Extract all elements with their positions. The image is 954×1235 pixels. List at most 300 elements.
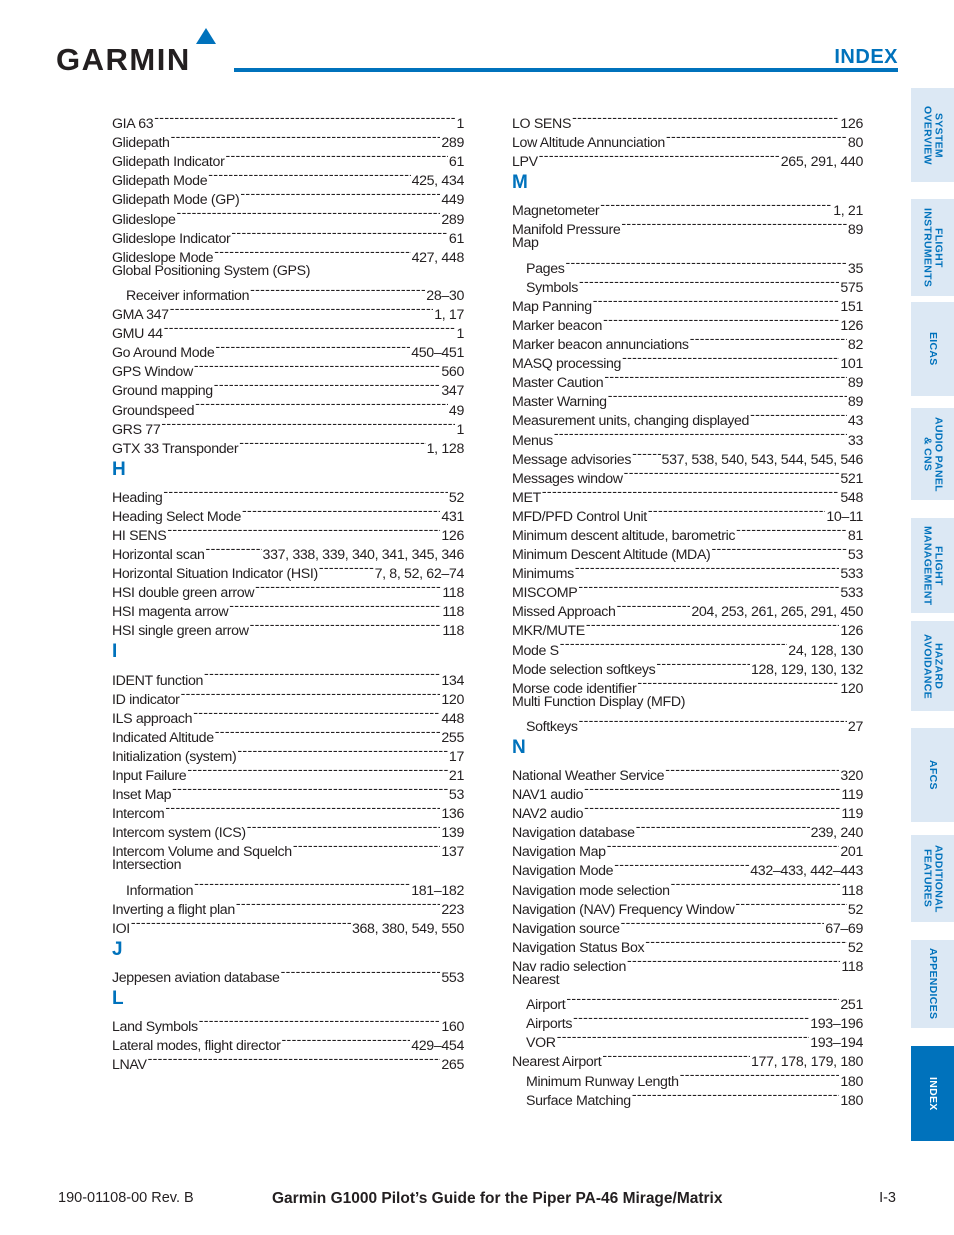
index-pages: 160	[441, 1018, 464, 1035]
index-pages: 7, 8, 52, 62–74	[374, 566, 464, 583]
index-term: Global Positioning System (GPS)	[112, 262, 311, 279]
index-entry	[512, 147, 863, 171]
index-pages: 533	[840, 585, 863, 602]
dot-leader	[603, 311, 839, 330]
index-term: Navigation Mode	[512, 863, 614, 880]
dot-leader	[204, 665, 440, 684]
index-entry	[512, 425, 863, 449]
index-term: Messages window	[512, 470, 623, 487]
dot-leader	[632, 1086, 840, 1105]
dot-leader	[206, 540, 262, 559]
dot-leader	[229, 597, 441, 616]
index-term: Manifold Pressure	[512, 222, 621, 239]
dot-leader	[617, 597, 691, 616]
index-entry	[112, 128, 464, 152]
index-term: Airport	[526, 997, 566, 1014]
index-term: Airports	[526, 1016, 573, 1033]
index-term: Heading	[112, 489, 163, 506]
dot-leader	[237, 742, 448, 761]
index-term: Groundspeed	[112, 402, 195, 419]
index-pages: 180	[840, 1073, 863, 1090]
index-entry	[112, 502, 464, 525]
dot-leader	[208, 166, 410, 185]
index-term: Master Warning	[512, 394, 607, 411]
dot-leader	[586, 616, 840, 635]
index-entry	[112, 483, 464, 506]
index-entry	[512, 635, 863, 659]
index-term: Receiver information	[126, 287, 250, 304]
dot-leader	[656, 655, 750, 674]
index-term: Marker beacon annunciations	[512, 337, 689, 354]
index-term: National Weather Service	[512, 768, 665, 784]
dot-leader	[240, 185, 440, 204]
dot-leader	[572, 109, 839, 128]
dot-leader	[554, 425, 847, 444]
index-term: Mode S	[512, 642, 559, 659]
dot-leader	[645, 933, 847, 952]
index-pages: 52	[847, 901, 863, 918]
section-letter: L	[112, 987, 124, 1009]
dot-leader	[636, 818, 810, 837]
dot-leader	[236, 895, 441, 914]
dot-leader	[584, 799, 840, 818]
index-pages: 151	[840, 298, 863, 315]
index-entry	[512, 761, 863, 784]
index-entry	[512, 445, 863, 468]
index-term: Intercom	[112, 806, 165, 823]
dot-leader	[148, 1050, 441, 1069]
index-term: GIA 63	[112, 116, 154, 133]
dot-leader	[579, 273, 839, 292]
index-entry	[112, 109, 464, 133]
dot-leader	[231, 224, 448, 243]
index-pages: 201	[840, 844, 863, 861]
index-subentry	[512, 273, 863, 296]
index-term: Go Around Mode	[112, 345, 215, 362]
index-term: Horizontal scan	[112, 547, 205, 564]
index-term: Minimum descent altitude, barometric	[512, 527, 736, 544]
index-term: MASQ processing	[512, 356, 622, 373]
index-term: Low Altitude Annunciation	[512, 135, 665, 152]
section-tab-label: HAZARD AVOIDANCE	[921, 633, 945, 699]
dot-leader	[622, 349, 839, 368]
dot-leader	[579, 712, 847, 731]
index-pages: 89	[847, 394, 863, 411]
index-pages: 53	[448, 787, 464, 804]
section-tab[interactable]	[911, 940, 954, 1028]
index-entry	[112, 799, 464, 823]
index-pages: 120	[441, 691, 464, 708]
index-pages: 67–69	[825, 920, 863, 937]
index-term: GRS 77	[112, 421, 161, 438]
section-letter: H	[112, 458, 126, 480]
index-pages: 450–451	[411, 345, 464, 362]
index-pages: 89	[847, 375, 863, 392]
dot-leader	[666, 128, 847, 147]
header-rule	[234, 68, 898, 72]
dot-leader	[573, 1009, 809, 1028]
dot-leader	[215, 723, 441, 742]
index-entry	[112, 434, 464, 457]
index-pages: 193–194	[810, 1035, 863, 1052]
index-pages: 204, 253, 261, 265, 291, 450	[691, 604, 863, 621]
dot-leader	[627, 952, 840, 971]
index-term: MISCOMP	[512, 585, 578, 602]
index-term: Indicated Altitude	[112, 729, 214, 746]
dot-leader	[578, 578, 839, 597]
index-term: Pages	[526, 260, 565, 277]
index-pages: 21	[448, 768, 464, 784]
index-pages: 61	[448, 154, 464, 171]
dot-leader	[187, 761, 448, 780]
index-pages: 101	[840, 356, 863, 373]
dot-leader	[575, 559, 840, 578]
logo-wordmark: GARMIN	[56, 42, 191, 77]
dot-leader	[632, 445, 660, 464]
index-term: HSI single green arrow	[112, 623, 249, 640]
dot-leader	[690, 330, 847, 349]
dot-leader	[607, 837, 840, 856]
page-title: INDEX	[834, 46, 898, 68]
index-entry	[512, 502, 863, 525]
section-tab-label: FLIGHT INSTRUMENTS	[921, 207, 945, 288]
index-pages: 1	[456, 326, 464, 343]
index-term: Navigation source	[512, 920, 620, 937]
index-pages: 119	[841, 806, 863, 823]
index-entry	[512, 196, 863, 220]
index-term: ID indicator	[112, 691, 180, 708]
index-pages: 181–182	[411, 882, 464, 899]
index-term: Morse code identifier	[512, 680, 637, 697]
index-pages: 427, 448	[411, 249, 464, 266]
dot-leader	[614, 856, 749, 875]
index-pages: 180	[840, 1092, 863, 1109]
index-pages: 136	[441, 806, 464, 823]
index-pages: 289	[441, 211, 464, 228]
section-tab-label: SYSTEM OVERVIEW	[921, 105, 945, 165]
dot-leader	[565, 254, 846, 273]
index-pages: 118	[841, 882, 863, 899]
index-term: Navigation Map	[512, 844, 606, 861]
index-pages: 448	[441, 710, 464, 727]
index-subentry	[512, 712, 863, 735]
index-term: Marker beacon	[512, 317, 603, 334]
index-term: LNAV	[112, 1057, 147, 1074]
index-pages: 553	[441, 969, 464, 986]
index-pages: 126	[840, 623, 863, 640]
index-pages: 128, 129, 130, 132	[750, 661, 863, 678]
index-pages: 53	[847, 547, 863, 564]
index-entry	[112, 319, 464, 343]
index-term: Input Failure	[112, 768, 187, 784]
index-term: Message advisories	[512, 451, 632, 468]
index-term: Glidepath Mode (GP)	[112, 192, 240, 209]
index-term: Navigation database	[512, 825, 635, 842]
index-entry	[112, 338, 464, 362]
dot-leader	[199, 1012, 441, 1031]
index-term: Mode selection softkeys	[512, 661, 656, 678]
index-subentry	[512, 254, 863, 277]
index-pages: 560	[441, 364, 464, 381]
index-term: Initialization (system)	[112, 748, 237, 765]
section-tab[interactable]	[911, 835, 954, 922]
index-pages: 575	[840, 279, 863, 296]
section-letter: M	[512, 172, 528, 194]
index-pages: 24, 128, 130	[788, 642, 863, 659]
index-term: IDENT function	[112, 672, 204, 689]
dot-leader	[584, 780, 840, 799]
index-pages: 521	[840, 470, 863, 487]
index-term: Horizontal Situation Indicator (HSI)	[112, 566, 318, 583]
dot-leader	[181, 685, 441, 704]
index-term: Master Caution	[512, 375, 604, 392]
index-pages: 533	[840, 566, 863, 583]
index-pages: 431	[441, 508, 464, 525]
index-pages: 1, 21	[833, 203, 863, 220]
index-pages: 118	[841, 958, 863, 975]
index-term: Intercom Volume and Squelch	[112, 844, 292, 861]
index-term: Softkeys	[526, 718, 578, 735]
dot-leader	[154, 109, 455, 128]
index-term: Nearest	[512, 971, 560, 988]
index-pages: 548	[840, 489, 863, 506]
dot-leader	[604, 368, 847, 387]
index-term: Inset Map	[112, 787, 172, 804]
index-term: Jeppesen aviation database	[112, 969, 280, 986]
index-term: Glideslope Mode	[112, 249, 214, 266]
index-pages: 537, 538, 540, 543, 544, 545, 546	[661, 451, 863, 468]
doc-number: 190-01108-00 Rev. B	[58, 1190, 194, 1206]
section-tab[interactable]	[911, 408, 954, 500]
dot-leader	[736, 521, 847, 540]
index-pages: 265	[441, 1057, 464, 1074]
dot-leader	[171, 128, 441, 147]
index-term: Ground mapping	[112, 383, 213, 400]
index-pages: 265, 291, 440	[780, 154, 863, 171]
section-letter: N	[512, 736, 526, 758]
index-pages: 52	[847, 939, 863, 956]
index-entry	[112, 914, 464, 937]
index-term: Map Panning	[512, 298, 592, 315]
index-pages: 10–11	[826, 508, 863, 525]
dot-leader	[247, 818, 441, 837]
dot-leader	[281, 963, 441, 982]
index-pages: 33	[847, 432, 863, 449]
dot-leader	[215, 338, 410, 357]
index-term: LPV	[512, 154, 538, 171]
index-term: Information	[126, 882, 194, 899]
dot-leader	[131, 914, 351, 933]
index-pages: 239, 240	[810, 825, 863, 842]
index-entry	[112, 415, 464, 438]
index-pages: 82	[847, 337, 863, 354]
index-pages: 118	[442, 585, 464, 602]
section-tab-label: AUDIO PANEL & CNS	[921, 416, 945, 492]
index-term: Glidepath	[112, 135, 170, 152]
index-term: Inverting a flight plan	[112, 901, 235, 918]
dot-leader	[735, 895, 847, 914]
index-pages: 35	[847, 260, 863, 277]
index-subentry	[112, 875, 464, 899]
dot-leader	[172, 780, 448, 799]
index-entry	[512, 109, 863, 133]
dot-leader	[560, 635, 788, 654]
index-pages: 251	[840, 997, 863, 1014]
dot-leader	[161, 415, 455, 434]
dot-leader	[177, 204, 441, 223]
dot-leader	[671, 875, 841, 894]
index-pages: 193–196	[810, 1016, 863, 1033]
index-term: IOI	[112, 920, 130, 937]
index-term: NAV1 audio	[512, 787, 584, 804]
section-tab[interactable]	[911, 518, 954, 613]
index-term: GPS Window	[112, 364, 193, 381]
dot-leader	[214, 376, 441, 395]
dot-leader	[195, 395, 448, 414]
index-subentry	[112, 281, 464, 304]
index-term: GMA 347	[112, 307, 169, 324]
section-tab[interactable]	[911, 1046, 954, 1141]
index-term: MET	[512, 489, 541, 506]
index-pages: 126	[441, 527, 464, 544]
index-term: Glidepath Mode	[112, 173, 208, 190]
dot-leader	[637, 674, 839, 693]
index-pages: 368, 380, 549, 550	[351, 920, 464, 937]
index-term: Heading Select Mode	[112, 508, 242, 525]
index-term: Measurement units, changing displayed	[512, 413, 750, 430]
index-term: Intersection	[112, 857, 182, 874]
index-term: Glidepath Indicator	[112, 154, 225, 171]
dot-leader	[293, 837, 441, 856]
index-term: HSI double green arrow	[112, 585, 255, 602]
dot-leader	[750, 406, 847, 425]
index-term: GMU 44	[112, 326, 163, 343]
index-pages: 449	[441, 192, 464, 209]
index-pages: 137	[441, 844, 464, 861]
dot-leader	[593, 292, 840, 311]
index-entry	[512, 483, 863, 506]
page-number: I-3	[879, 1190, 896, 1206]
index-term: Lateral modes, flight director	[112, 1038, 281, 1055]
index-term: Minimum Descent Altitude (MDA)	[512, 547, 711, 564]
index-pages: 27	[847, 718, 863, 735]
index-pages: 126	[840, 116, 863, 133]
index-pages: 49	[448, 402, 464, 419]
section-tab-label: ADDITIONAL FEATURES	[921, 844, 945, 913]
index-pages: 223	[441, 901, 464, 918]
index-term: Glideslope	[112, 211, 176, 228]
index-column-left	[112, 109, 464, 1074]
dot-leader	[239, 434, 425, 453]
dot-leader	[282, 1031, 411, 1050]
section-tab[interactable]	[911, 302, 954, 396]
dot-leader	[165, 799, 440, 818]
dot-leader	[193, 704, 440, 723]
dot-leader	[539, 147, 780, 166]
index-term: Intercom system (ICS)	[112, 825, 246, 842]
dot-leader	[250, 616, 442, 635]
index-pages: 1, 128	[426, 440, 464, 457]
section-tab[interactable]	[911, 621, 954, 711]
index-term: NAV2 audio	[512, 806, 584, 823]
dot-leader	[602, 1047, 750, 1066]
dot-leader	[608, 387, 847, 406]
index-term: Minimums	[512, 566, 574, 583]
section-tab-label: APPENDICES	[927, 948, 939, 1020]
index-term: Surface Matching	[526, 1092, 631, 1109]
index-pages: 118	[442, 623, 464, 640]
guide-title: Garmin G1000 Pilot’s Guide for the Piper PA-46 Mirage/Matrix	[272, 1190, 723, 1207]
index-term: Navigation Status Box	[512, 939, 645, 956]
index-pages: 1	[456, 421, 464, 438]
index-pages: 177, 178, 179, 180	[750, 1054, 863, 1071]
index-term: Map	[512, 235, 539, 252]
logo-triangle-icon	[196, 28, 216, 44]
index-pages: 120	[840, 680, 863, 697]
dot-leader	[557, 1028, 810, 1047]
section-tab-label: AFCS	[927, 760, 939, 790]
index-entry	[112, 665, 464, 689]
index-pages: 425, 434	[411, 173, 464, 190]
section-tab-label: EICAS	[927, 332, 939, 366]
dot-leader	[600, 196, 832, 215]
index-pages: 337, 338, 339, 340, 341, 345, 346	[262, 547, 464, 564]
index-column-right	[512, 109, 863, 1109]
index-term: LO SENS	[512, 116, 572, 133]
index-term: GTX 33 Transponder	[112, 440, 239, 457]
index-pages: 17	[448, 748, 464, 765]
index-entry	[112, 1050, 464, 1074]
index-pages: 134	[441, 672, 464, 689]
dot-leader	[194, 875, 410, 894]
dot-leader	[711, 540, 846, 559]
index-pages: 429–454	[411, 1038, 464, 1055]
index-pages: 1	[456, 116, 464, 133]
index-term: Missed Approach	[512, 604, 616, 621]
dot-leader	[542, 483, 839, 502]
dot-leader	[170, 300, 433, 319]
dot-leader	[621, 215, 847, 234]
dot-leader	[624, 464, 840, 483]
index-pages: 43	[847, 413, 863, 430]
section-letter: I	[112, 641, 118, 663]
dot-leader	[680, 1066, 840, 1085]
index-pages: 255	[441, 729, 464, 746]
dot-leader	[319, 559, 374, 578]
dot-leader	[242, 502, 440, 521]
section-tab[interactable]	[911, 199, 954, 296]
index-pages: 61	[448, 230, 464, 247]
index-term: Navigation (NAV) Frequency Window	[512, 901, 735, 918]
dot-leader	[164, 319, 456, 338]
section-letter: J	[112, 938, 123, 960]
dot-leader	[621, 914, 825, 933]
index-pages: 320	[840, 768, 863, 784]
index-subentry	[512, 990, 863, 1014]
index-pages: 139	[441, 825, 464, 842]
section-tab-label: FLIGHT MANAGEMENT	[921, 525, 945, 606]
index-term: VOR	[526, 1035, 556, 1052]
index-term: Magnetometer	[512, 203, 600, 220]
section-tab[interactable]	[911, 88, 954, 182]
section-tab[interactable]	[911, 728, 954, 822]
index-term: MFD/PFD Control Unit	[512, 508, 647, 525]
index-entry	[112, 1012, 464, 1035]
index-pages: 118	[442, 604, 464, 621]
index-pages: 347	[441, 383, 464, 400]
index-pages: 89	[847, 222, 863, 239]
index-entry	[512, 693, 863, 712]
